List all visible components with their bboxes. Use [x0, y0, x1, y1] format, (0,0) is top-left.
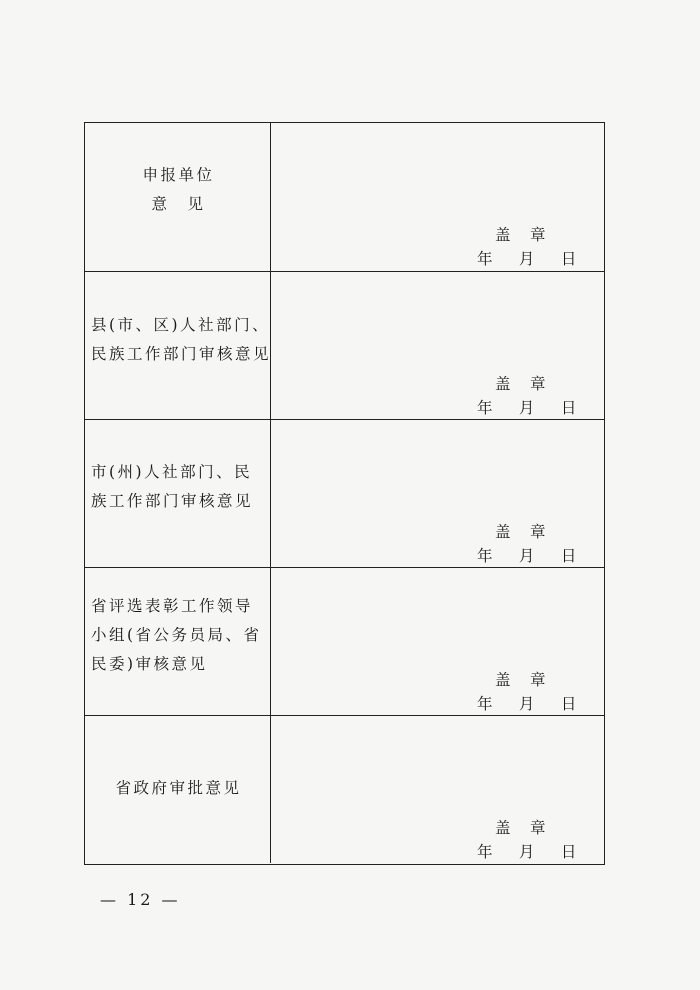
- approval-row-city-review: [85, 419, 604, 567]
- row-label-cell: [85, 716, 271, 863]
- seal-label: 盖 章: [495, 375, 548, 393]
- row-label-line: 民族工作部门审核意见: [91, 344, 272, 363]
- date-label: 年 月 日: [477, 399, 579, 417]
- row-label-cell: [85, 568, 271, 715]
- approval-row-province-government: [85, 715, 604, 863]
- approval-row-province-committee-review: [85, 567, 604, 715]
- row-label-cell: [85, 420, 271, 567]
- row-label-line: 小组(省公务员局、省: [91, 626, 262, 644]
- row-label-line: 县(市、区)人社部门、: [91, 315, 271, 334]
- row-label-line: 族工作部门审核意见: [91, 491, 254, 510]
- row-label-line: 申报单位: [142, 166, 215, 184]
- seal-label: 盖 章: [495, 671, 548, 689]
- date-label: 年 月 日: [477, 843, 579, 861]
- row-label-line: 省政府审批意见: [115, 779, 242, 797]
- date-label: 年 月 日: [477, 250, 579, 268]
- seal-label: 盖 章: [495, 523, 548, 541]
- row-label-line: 民委)审核意见: [91, 655, 208, 673]
- approval-row-applicant-unit: [85, 123, 604, 271]
- date-label: 年 月 日: [477, 695, 579, 713]
- seal-label: 盖 章: [495, 819, 548, 837]
- row-label-cell: [85, 272, 271, 419]
- row-label-line: 市(州)人社部门、民: [91, 462, 253, 481]
- approval-row-county-review: [85, 271, 604, 419]
- date-label: 年 月 日: [477, 547, 579, 565]
- row-label-line: 意 见: [151, 195, 206, 213]
- seal-label: 盖 章: [495, 226, 548, 244]
- row-label-cell: [85, 123, 271, 271]
- approval-table: [84, 122, 605, 865]
- row-label-line: 省评选表彰工作领导: [91, 597, 254, 615]
- page-number: — 12 —: [100, 890, 181, 909]
